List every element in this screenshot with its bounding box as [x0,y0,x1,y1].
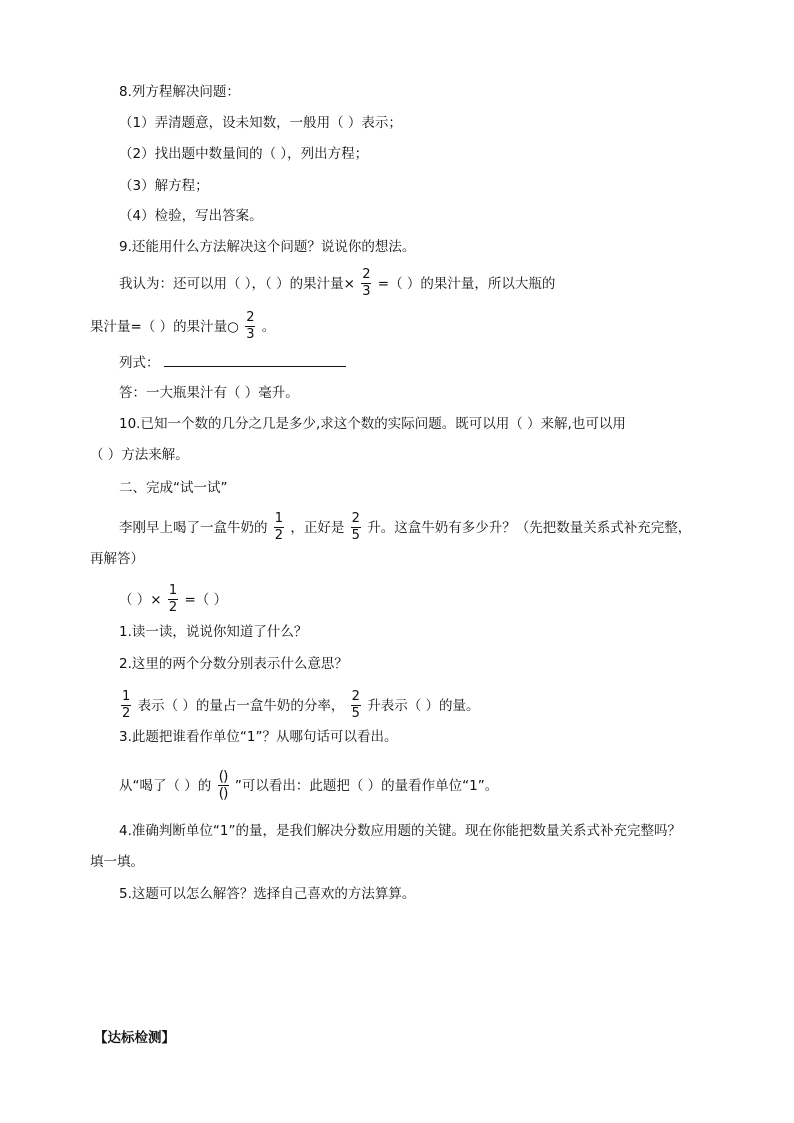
item-3-detail [119,770,498,801]
q10-line-2: （ ）方法来解。 [90,447,189,463]
standard-test-heading: 【达标检测】 [94,1030,175,1046]
fraction-denominator: 2 [274,528,284,543]
item-4-line-2: 填一填。 [90,854,144,870]
section-2-title: 二、完成“试一试” [119,480,228,496]
fraction-two-thirds [245,311,255,342]
item-3-text-b: ”可以看出：此题把（ ）的量看作单位“1”。 [234,777,499,794]
q9-line-3 [119,353,346,373]
equation-text-a: （ ）× [119,591,162,608]
q9-answer: 答：一大瓶果汁有（ ）毫升。 [119,385,299,401]
q9-line-2-text-a: 果汁量=（ ）的果汁量○ [90,318,239,335]
item-2-detail [119,690,480,721]
fraction-two-fifths [351,690,361,721]
q8-step-3: （3）解方程； [119,178,209,194]
fraction-denominator: 5 [351,528,360,543]
item-3-text-a: 从“喝了（ ）的 [119,777,212,794]
q9-line-2-text-b: 。 [261,318,276,335]
item-2: 2.这里的两个分数分别表示什么意思？ [119,656,348,672]
fraction-numerator: 1 [168,583,178,598]
item-2-text-b: 升表示（ ）的量。 [367,697,480,714]
q9-title: 9.还能用什么方法解决这个问题？说说你的想法。 [119,239,416,255]
q9-line-2 [90,311,275,342]
fraction-blank [218,770,229,801]
item-3: 3.此题把谁看作单位“1”？从哪句话可以看出。 [119,729,398,745]
relation-equation [119,584,227,615]
q9-line-1 [119,268,555,299]
q9-line-1-text-a: 我认为：还可以用（ ），（ ）的果汁量× [119,275,355,292]
q8-step-2: （2）找出题中数量间的（ ），列出方程； [119,146,369,162]
fraction-denominator: 3 [362,284,371,299]
problem-text-c: 升。这盒牛奶有多少升？（先把数量关系式补充完整， [367,519,692,536]
q8-step-1: （1）弄清题意，设未知数，一般用（ ）表示； [119,115,402,131]
try-problem-line-2: 再解答） [90,551,144,567]
problem-text-a: 李刚早上喝了一盒牛奶的 [119,519,268,536]
fraction-numerator: 2 [351,511,360,526]
fraction-denominator: () [218,786,228,802]
fraction-two-fifths [351,512,361,543]
fraction-numerator: 2 [246,310,255,325]
answer-underline[interactable] [164,354,346,367]
fraction-numerator: 1 [122,689,131,704]
fraction-two-thirds [361,268,371,299]
try-problem-line-1 [119,512,691,543]
q9-line-1-text-b: =（ ）的果汁量，所以大瓶的 [377,275,556,292]
item-4-line-1: 4.准确判断单位“1”的量，是我们解决分数应用题的关键。现在你能把数量关系式补充完整吗？ [119,823,681,839]
equation-text-b: =（ ） [184,591,228,608]
fraction-one-half [121,690,131,721]
problem-text-b: ，正好是 [290,519,345,536]
item-2-text-a: 表示（ ）的量占一盒牛奶的分率， [137,697,345,714]
fraction-denominator: 2 [122,706,131,721]
q8-step-4: （4）检验，写出答案。 [119,208,263,224]
item-5: 5.这题可以怎么解答？选择自己喜欢的方法算算。 [119,886,416,902]
q10-line-1: 10.已知一个数的几分之几是多少,求这个数的实际问题。既可以用（ ）来解,也可以用 [119,416,626,432]
fraction-one-half [274,512,284,543]
fraction-numerator: 2 [351,689,360,704]
fraction-denominator: 5 [351,706,360,721]
fraction-numerator: () [218,769,228,785]
item-1: 1.读一读，说说你知道了什么？ [119,624,308,640]
q8-title: 8.列方程解决问题： [119,84,240,100]
formula-label: 列式： [119,355,160,371]
fraction-denominator: 3 [246,327,255,342]
fraction-numerator: 2 [362,267,371,282]
fraction-numerator: 1 [274,511,284,526]
fraction-one-half [168,584,178,615]
fraction-denominator: 2 [168,600,178,615]
